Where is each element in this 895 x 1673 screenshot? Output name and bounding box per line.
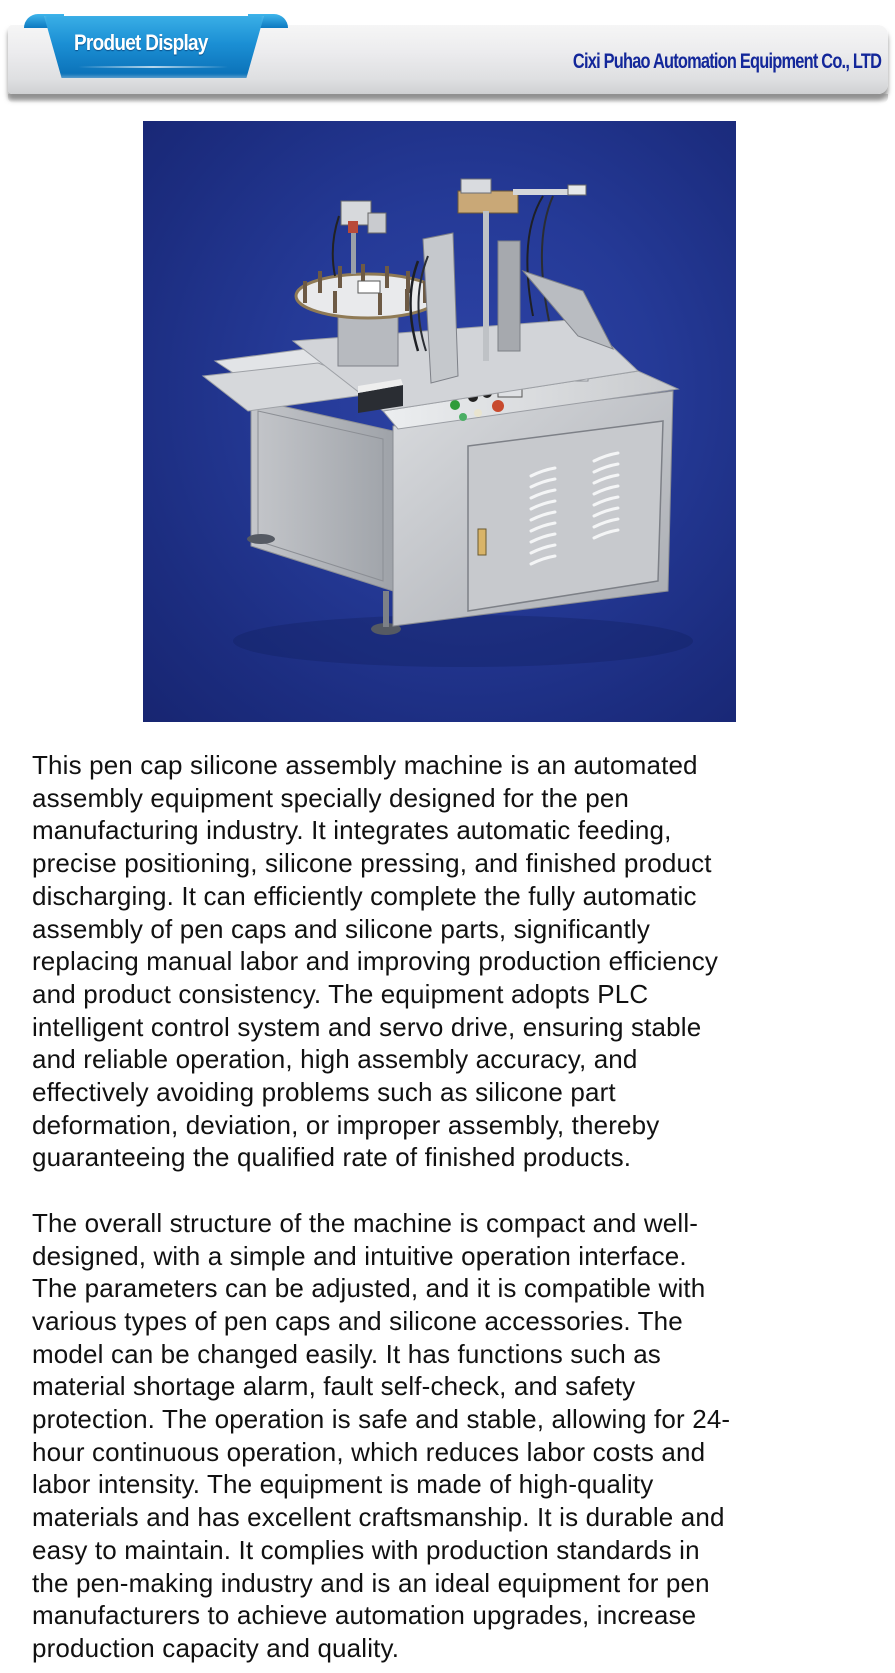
- text-line: labor intensity. The equipment is made of high-quality: [32, 1469, 654, 1500]
- text-line: precise positioning, silicone pressing, and finished product: [32, 848, 712, 879]
- text-line: designed, with a simple and intuitive operation interface.: [32, 1240, 687, 1271]
- text-line: the pen-making industry and is an ideal equipment for pen: [32, 1567, 710, 1598]
- text-line: model can be changed easily. It has functions such as: [32, 1338, 661, 1369]
- text-line: and product consistency. The equipment adopts PLC: [32, 978, 649, 1009]
- text-line: discharging. It can efficiently complete the fully automatic: [32, 880, 697, 911]
- text-line: materials and has excellent craftsmanship. It is durable and: [32, 1502, 725, 1533]
- text-line: guaranteeing the qualified rate of finished products.: [32, 1142, 632, 1173]
- product-description: [32, 749, 882, 1665]
- company-name: Cixi Puhao Automation Equipment Co., LTD: [572, 50, 881, 73]
- text-line: assembly of pen caps and silicone parts, significantly: [32, 913, 650, 944]
- description-paragraph-1: [32, 749, 882, 1174]
- machine-photo-icon: [143, 121, 736, 722]
- text-line: intelligent control system and servo drive, ensuring stable: [32, 1011, 702, 1042]
- text-line: manufacturing industry. It integrates automatic feeding,: [32, 815, 672, 846]
- section-title: Produet Display: [74, 30, 208, 55]
- text-line: manufacturers to achieve automation upgrades, increase: [32, 1600, 697, 1631]
- ribbon-shine: [78, 66, 228, 68]
- text-line: material shortage alarm, fault self-check, and safety: [32, 1371, 636, 1402]
- text-line: various types of pen caps and silicone accessories. The: [32, 1305, 683, 1336]
- text-line: This pen cap silicone assembly machine is an automated: [32, 750, 698, 780]
- text-line: deformation, deviation, or improper assembly, thereby: [32, 1109, 660, 1140]
- text-line: and reliable operation, high assembly accuracy, and: [32, 1044, 638, 1075]
- text-line: The parameters can be adjusted, and it is compatible with: [32, 1273, 706, 1304]
- text-line: replacing manual labor and improving production efficiency: [32, 946, 719, 977]
- text-line: protection. The operation is safe and stable, allowing for 24-: [32, 1404, 731, 1435]
- description-paragraph-2: [32, 1207, 882, 1665]
- text-line: hour continuous operation, which reduces labor costs and: [32, 1436, 706, 1467]
- text-line: easy to maintain. It complies with production standards in: [32, 1534, 700, 1565]
- text-line: effectively avoiding problems such as silicone part: [32, 1077, 616, 1108]
- header-banner: [0, 0, 895, 110]
- text-line: assembly equipment specially designed for the pen: [32, 782, 630, 813]
- text-line: The overall structure of the machine is compact and well-: [32, 1207, 699, 1238]
- product-photo: [143, 121, 736, 722]
- text-line: production capacity and quality.: [32, 1632, 400, 1663]
